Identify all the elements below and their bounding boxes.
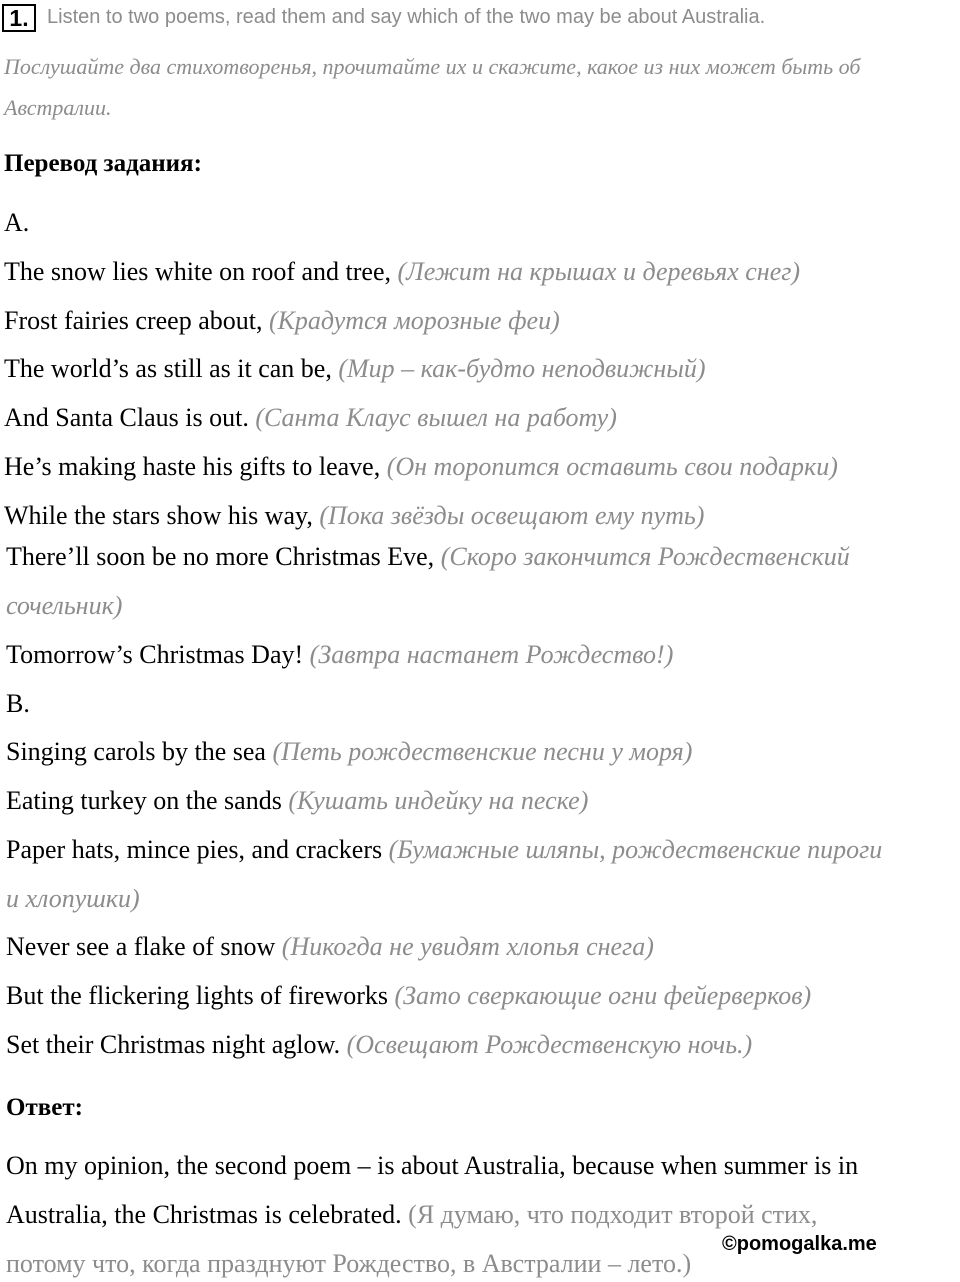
- poem-line-en: While the stars show his way,: [4, 501, 320, 530]
- poem-a-line: [6, 542, 850, 572]
- task-number-box: 1.: [2, 4, 36, 32]
- poem-a-line: [4, 452, 838, 482]
- poem-line-translation: (Петь рождественские песни у моря): [272, 737, 693, 766]
- poem-line-translation: (Освещают Рождественскую ночь.): [346, 1030, 753, 1059]
- poem-line-translation: сочельник): [6, 591, 123, 620]
- poem-b-line: [6, 1030, 752, 1060]
- poem-line-translation: (Он торопится оставить свои подарки): [386, 452, 838, 481]
- poem-line-translation: (Завтра настанет Рождество!): [309, 640, 674, 669]
- poem-b-label: B.: [6, 689, 30, 718]
- poem-a-line: [4, 354, 706, 384]
- poem-b-line: [6, 786, 588, 816]
- poem-line-en: Tomorrow’s Christmas Day!: [6, 640, 310, 669]
- poem-a-line: [6, 591, 122, 621]
- answer-translation: (Я думаю, что подходит второй стих,: [408, 1200, 818, 1229]
- answer-line: On my opinion, the second poem – is about Australia, because when summer is in: [6, 1151, 859, 1180]
- poem-line-en: But the flickering lights of fireworks: [6, 981, 395, 1010]
- poem-line-translation: (Бумажные шляпы, рождественские пироги: [388, 835, 883, 864]
- poem-line-en: He’s making haste his gifts to leave,: [4, 452, 387, 481]
- poem-a-line: [4, 403, 617, 433]
- poem-line-en: Singing carols by the sea: [6, 737, 273, 766]
- poem-a-label: A.: [4, 208, 30, 237]
- poem-a-line: [4, 257, 800, 287]
- answer-heading: Ответ:: [6, 1094, 83, 1121]
- poem-line-en: Never see a flake of snow: [6, 932, 282, 961]
- translation-heading: Перевод задания:: [4, 150, 202, 177]
- poem-line-translation: (Никогда не увидят хлопья снега): [281, 932, 654, 961]
- poem-line-translation: (Зато сверкающие огни фейерверков): [394, 981, 812, 1010]
- poem-b-line: [6, 932, 654, 962]
- poem-line-en: Set their Christmas night aglow.: [6, 1030, 347, 1059]
- task-instruction-ru-line2: Австралии.: [4, 95, 112, 120]
- poem-line-en: Frost fairies creep about,: [4, 306, 269, 335]
- answer-text-en: Australia, the Christmas is celebrated.: [6, 1200, 409, 1229]
- poem-b-line: [6, 884, 140, 914]
- answer-translation-line: потому что, когда празднуют Рождество, в Австралии – лето.): [6, 1249, 692, 1278]
- watermark: ©pomogalka.me: [722, 1233, 877, 1255]
- poem-line-translation: (Пока звёзды освещают ему путь): [319, 501, 705, 530]
- poem-line-translation: (Крадутся морозные феи): [268, 306, 560, 335]
- poem-b-line: [6, 835, 882, 865]
- poem-line-translation: (Лежит на крышах и деревьях снег): [397, 257, 801, 286]
- poem-line-en: There’ll soon be no more Christmas Eve,: [6, 542, 441, 571]
- task-instruction-ru-line1: Послушайте два стихотворенья, прочитайте их и скажите, какое из них может быть об: [4, 54, 861, 79]
- poem-line-en: Eating turkey on the sands: [6, 786, 289, 815]
- poem-line-translation: (Скоро закончится Рождественский: [440, 542, 850, 571]
- poem-line-en: Paper hats, mince pies, and crackers: [6, 835, 389, 864]
- poem-a-line: [4, 501, 704, 531]
- poem-a-line: [6, 640, 673, 670]
- poem-line-translation: (Мир – как-будто неподвижный): [338, 354, 706, 383]
- task-instruction-en: Listen to two poems, read them and say which of the two may be about Australia.: [47, 6, 766, 28]
- answer-line: [6, 1200, 817, 1230]
- poem-b-line: [6, 981, 811, 1011]
- poem-line-translation: и хлопушки): [6, 884, 140, 913]
- poem-line-en: And Santa Claus is out.: [4, 403, 256, 432]
- poem-line-translation: (Кушать индейку на песке): [288, 786, 589, 815]
- poem-b-line: [6, 737, 692, 767]
- poem-a-line: [4, 306, 560, 336]
- poem-line-translation: (Санта Клаус вышел на работу): [255, 403, 617, 432]
- poem-line-en: The snow lies white on roof and tree,: [4, 257, 398, 286]
- poem-line-en: The world’s as still as it can be,: [4, 354, 339, 383]
